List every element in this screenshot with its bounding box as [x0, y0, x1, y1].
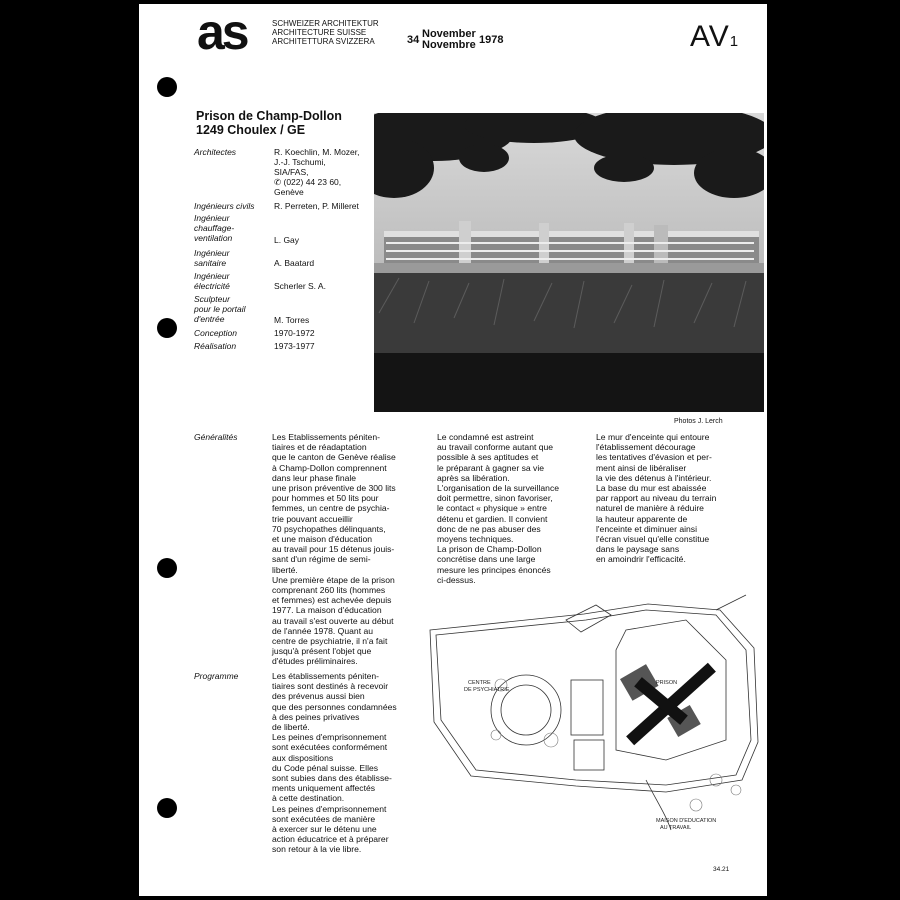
plan-label-psy-2: DE PSYCHIATRIE	[464, 687, 510, 693]
text-column-3	[596, 432, 734, 565]
text-line: et une maison d'éducation	[272, 534, 373, 545]
text-line: du Code pénal suisse. Elles	[272, 762, 379, 773]
issue-year: 1978	[479, 34, 504, 46]
text-line: Les établissements péniten-	[272, 671, 380, 681]
text-line: naturel de manière à réduire	[596, 503, 704, 514]
plan-label-maison-2: AU TRAVAIL	[660, 825, 692, 831]
text-line: détenu et gardien. Il convient	[437, 513, 548, 524]
text-line: le contact « physique » entre	[437, 503, 547, 514]
text-line: à exercer sur le détenu une	[272, 824, 377, 835]
punch-hole	[157, 798, 177, 818]
text-line: centre de psychiatrie, il n'a fait	[272, 636, 388, 647]
text-line: les tentatives d'évasion et per-	[596, 452, 712, 463]
credit-value: R. Koechlin, M. Mozer, J.-J. Tschumi, SIA/FAS, ✆ (022) 44 23 60, Genève	[274, 147, 360, 197]
site-plan-drawing	[416, 590, 762, 840]
credit-label: Ingénieur chauffage- ventilation	[194, 213, 235, 243]
plan-label-prison: PRISON	[656, 680, 678, 686]
credit-label: Ingénieurs civils	[194, 201, 255, 211]
credit-label: Conception	[194, 328, 238, 338]
issue-number: 34	[407, 34, 420, 46]
plan-label-maison-1: MAISON D'EDUCATION	[656, 818, 717, 824]
text-line: l'établissement décourage	[596, 442, 696, 453]
text-line: de liberté.	[272, 722, 310, 733]
text-line: en amoindrir l'efficacité.	[596, 554, 686, 565]
building-photo	[374, 113, 764, 412]
text-line: pour hommes et 50 lits pour	[272, 493, 379, 504]
punch-hole	[157, 318, 177, 338]
text-line: après sa libération.	[437, 472, 510, 483]
text-line: des prévenus aussi bien	[272, 691, 365, 702]
credit-value: 1970-1972	[274, 328, 315, 338]
text-line: donc de ne pas abuser des	[437, 523, 541, 534]
text-line: ci-dessus.	[437, 574, 476, 585]
issue-month-fr: Novembre	[422, 39, 476, 51]
text-line: trie pouvant accueillir	[272, 513, 353, 524]
text-line: femmes, un centre de psychia-	[272, 503, 390, 514]
text-line: sont exécutées de manière	[272, 813, 376, 824]
text-line: le préparant à gagner sa vie	[437, 462, 545, 473]
text-line: 1977. La maison d'éducation	[272, 605, 382, 616]
text-line: au travail s'est ouverte au début	[272, 615, 394, 626]
punch-hole	[157, 77, 177, 97]
credit-label: Architectes	[194, 147, 237, 157]
publication-name: SCHWEIZER ARCHITEKTUR ARCHITECTURE SUISSE ARCHITETTURA SVIZZERA	[272, 19, 379, 46]
page-title: Prison de Champ-Dollon 1249 Choulex / GE	[196, 109, 342, 137]
section-label-programme: Programme	[194, 671, 239, 681]
text-line: sant d'un régime de semi-	[272, 554, 371, 565]
plan-label-psy-1: CENTRE	[468, 680, 491, 686]
text-line: ment ainsi de libéraliser	[596, 462, 687, 473]
text-line: la hauteur apparente de	[596, 513, 688, 524]
text-column-1	[272, 432, 410, 667]
credit-value: R. Perreten, P. Milleret	[274, 201, 359, 211]
credit-label: Réalisation	[194, 341, 237, 351]
credit-value: 1973-1977	[274, 341, 315, 351]
punch-hole	[157, 558, 177, 578]
text-line: mesure les principes énoncés	[437, 564, 551, 575]
text-line: Les Etablissements péniten-	[272, 432, 380, 442]
text-line: possible à ses aptitudes et	[437, 452, 539, 463]
text-line: action éducatrice et à préparer	[272, 834, 389, 845]
text-line: Le mur d'enceinte qui entoure	[596, 432, 710, 442]
text-line: aux dispositions	[272, 752, 334, 763]
section-label-generalites: Généralités	[194, 432, 238, 442]
photo-credit: Photos J. Lerch	[674, 418, 723, 425]
text-line: à cette destination.	[272, 793, 345, 804]
text-column-1b	[272, 671, 410, 855]
text-line: comprenant 260 lits (hommes	[272, 585, 386, 596]
credit-value: A. Baatard	[274, 258, 315, 268]
text-line: et femmes) est achevée depuis	[272, 595, 392, 606]
text-line: à Champ-Dollon comprennent	[272, 462, 387, 473]
credit-value: M. Torres	[274, 315, 310, 325]
text-line: sont exécutées conformément	[272, 742, 388, 753]
text-line: L'organisation de la surveillance	[437, 483, 560, 494]
text-line: l'écran visuel qu'elle constitue	[596, 534, 710, 545]
text-line: doit permettre, sinon favoriser,	[437, 493, 553, 504]
credit-value: Scherler S. A.	[274, 281, 326, 291]
text-line: liberté.	[272, 564, 298, 575]
text-line: Le condamné est astreint	[437, 432, 534, 442]
text-line: au travail conforme autant que	[437, 442, 554, 453]
text-line: Les peines d'emprisonnement	[272, 732, 387, 743]
text-line: sont subies dans des établisse-	[272, 773, 392, 784]
text-line: concrétise dans une large	[437, 554, 536, 565]
text-line: dans leur phase finale	[272, 472, 357, 483]
logo: as	[197, 4, 247, 60]
text-line: tiaires et de réadaptation	[272, 442, 367, 453]
text-line: ments uniquement affectés	[272, 783, 376, 794]
text-line: Une première étape de la prison	[272, 574, 395, 585]
credit-value: L. Gay	[274, 235, 300, 245]
site-plan	[416, 590, 762, 840]
credit-label: Sculpteur pour le portail d'entrée	[194, 294, 246, 324]
text-line: au travail pour 15 détenus jouis-	[272, 544, 395, 555]
text-line: la vie des détenus à l'intérieur.	[596, 472, 712, 483]
page-number: 34.21	[713, 866, 730, 873]
credit-label: Ingénieur électricité	[194, 271, 230, 291]
text-line: moyens techniques.	[437, 534, 514, 545]
text-line: tiaires sont destinés à recevoir	[272, 681, 389, 692]
issue-month-de: November	[422, 28, 476, 40]
text-line: par rapport au niveau du terrain	[596, 493, 717, 504]
credit-label: Ingénieur sanitaire	[194, 248, 230, 268]
text-line: jusqu'à présent l'objet que	[272, 646, 372, 657]
text-line: une prison préventive de 300 lits	[272, 483, 396, 494]
text-line: à des peines privatives	[272, 711, 360, 722]
text-line: Les peines d'emprisonnement	[272, 803, 387, 814]
sheet-code: AV1	[690, 20, 740, 53]
text-line: que le canton de Genève réalise	[272, 452, 396, 463]
text-line: La base du mur est abaissée	[596, 483, 707, 494]
text-line: 70 psychopathes délinquants,	[272, 523, 386, 534]
text-line: que des personnes condamnées	[272, 701, 397, 712]
building-photo-image	[374, 113, 764, 412]
text-line: d'études préliminaires.	[272, 656, 358, 667]
text-line: dans le paysage sans	[596, 544, 680, 555]
text-line: La prison de Champ-Dollon	[437, 544, 542, 555]
text-line: de l'année 1978. Quant au	[272, 625, 374, 636]
text-line: l'enceinte et diminuer ainsi	[596, 523, 698, 534]
text-column-2	[437, 432, 575, 585]
text-line: son retour à la vie libre.	[272, 844, 362, 855]
